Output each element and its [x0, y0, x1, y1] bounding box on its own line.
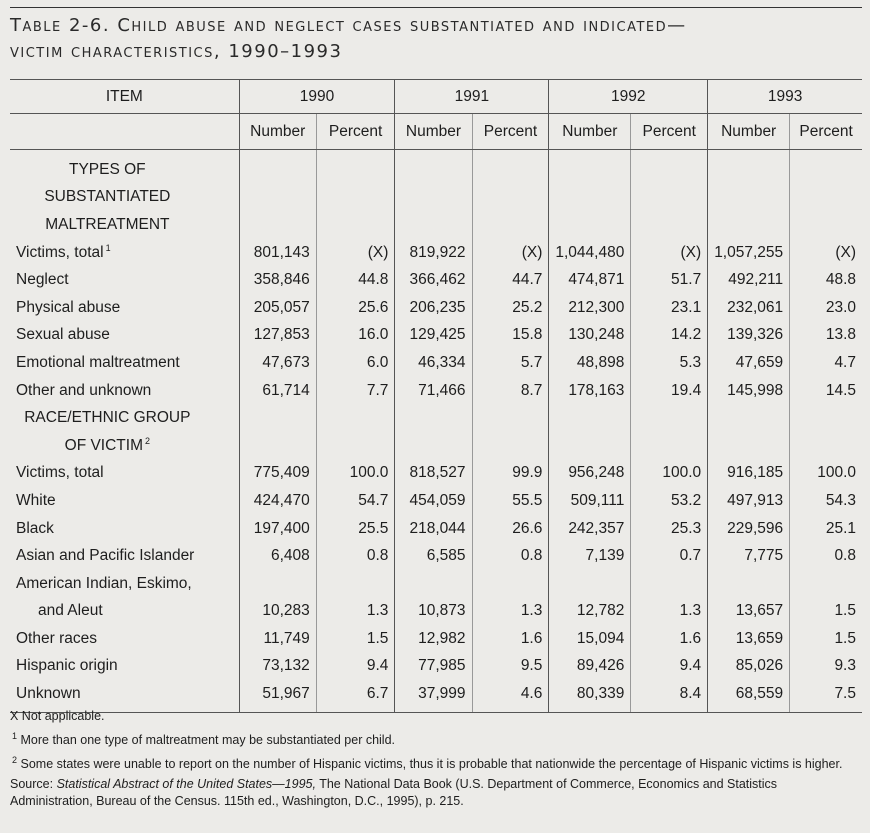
cell-percent: 1.6: [631, 625, 708, 653]
cell-number: 7,139: [549, 542, 631, 570]
cell-percent: 4.7: [790, 349, 862, 377]
row-label: [10, 460, 239, 488]
header-row-sub: [10, 114, 862, 150]
row-label-text: Sexual abuse: [16, 326, 110, 344]
top-rule: [10, 7, 862, 8]
cell-percent: [631, 404, 708, 432]
cell-number: [708, 404, 790, 432]
cell-number: 206,235: [395, 294, 472, 322]
cell-percent: [472, 211, 549, 239]
cell-percent: 99.9: [472, 460, 549, 488]
cell-number: 509,111: [549, 487, 631, 515]
cell-percent: 14.2: [631, 322, 708, 350]
cell-number: 916,185: [708, 460, 790, 488]
cell-percent: [316, 150, 395, 184]
cell-number: [549, 570, 631, 598]
cell-number: 47,659: [708, 349, 790, 377]
row-label: [10, 377, 239, 405]
cell-number: 77,985: [395, 653, 472, 681]
cell-percent: [472, 432, 549, 460]
row-label-text: White: [16, 491, 56, 509]
cell-percent: 4.6: [472, 680, 549, 712]
cell-number: 12,982: [395, 625, 472, 653]
header-year: 1991: [395, 80, 549, 114]
note-2-text: Some states were unable to report on the number of Hispanic victims, thus it is probable that nationwide the percentage of Hispanic victims is higher.: [20, 757, 843, 772]
cell-percent: 23.1: [631, 294, 708, 322]
cell-percent: [316, 211, 395, 239]
table-row: [10, 515, 862, 543]
cell-number: [708, 211, 790, 239]
cell-number: [239, 150, 316, 184]
cell-percent: 1.3: [631, 598, 708, 626]
table-row: [10, 598, 862, 626]
cell-percent: 16.0: [316, 322, 395, 350]
cell-percent: 6.0: [316, 349, 395, 377]
table-row: [10, 432, 862, 460]
cell-number: [549, 184, 631, 212]
cell-number: 145,998: [708, 377, 790, 405]
cell-number: 819,922: [395, 239, 472, 267]
row-label: [10, 570, 239, 598]
cell-percent: 53.2: [631, 487, 708, 515]
cell-number: 232,061: [708, 294, 790, 322]
row-label-text: SUBSTANTIATED: [44, 188, 171, 206]
cell-percent: 8.7: [472, 377, 549, 405]
note-2-marker: 2: [12, 755, 18, 766]
row-label-text: RACE/ETHNIC GROUP: [24, 409, 191, 427]
cell-number: 46,334: [395, 349, 472, 377]
cell-number: 242,357: [549, 515, 631, 543]
cell-number: [239, 570, 316, 598]
data-table: [10, 79, 862, 713]
cell-percent: (X): [472, 239, 549, 267]
cell-percent: 0.8: [790, 542, 862, 570]
cell-number: [239, 432, 316, 460]
cell-number: 424,470: [239, 487, 316, 515]
cell-percent: (X): [790, 239, 862, 267]
header-year: 1992: [549, 80, 708, 114]
header-number: Number: [549, 114, 631, 150]
row-label: [10, 625, 239, 653]
table-row: [10, 211, 862, 239]
cell-number: 6,585: [395, 542, 472, 570]
table-row: [10, 150, 862, 184]
cell-number: [708, 432, 790, 460]
source-title: Statistical Abstract of the United States—1995,: [56, 777, 316, 792]
row-label: [10, 542, 239, 570]
row-label: [10, 487, 239, 515]
cell-percent: [472, 404, 549, 432]
cell-number: [549, 150, 631, 184]
header-number: Number: [239, 114, 316, 150]
table-row: [10, 625, 862, 653]
cell-number: 11,749: [239, 625, 316, 653]
cell-number: 13,659: [708, 625, 790, 653]
note-1-marker: 1: [12, 731, 18, 741]
row-label: [10, 653, 239, 681]
cell-number: 47,673: [239, 349, 316, 377]
cell-number: 218,044: [395, 515, 472, 543]
cell-percent: 5.3: [631, 349, 708, 377]
table-row: [10, 460, 862, 488]
cell-percent: 9.5: [472, 653, 549, 681]
cell-number: [549, 211, 631, 239]
header-item: ITEM: [10, 80, 239, 114]
cell-number: 1,057,255: [708, 239, 790, 267]
header-year: 1990: [239, 80, 395, 114]
cell-number: [708, 150, 790, 184]
header-percent: Percent: [631, 114, 708, 150]
cell-number: 10,283: [239, 598, 316, 626]
cell-number: 6,408: [239, 542, 316, 570]
table-row: [10, 377, 862, 405]
table-title-line-2: victim characteristics, 1990–1993: [10, 41, 343, 62]
cell-percent: (X): [631, 239, 708, 267]
cell-number: 366,462: [395, 266, 472, 294]
cell-number: [395, 404, 472, 432]
header-percent: Percent: [472, 114, 549, 150]
cell-percent: 44.8: [316, 266, 395, 294]
cell-number: 818,527: [395, 460, 472, 488]
cell-percent: [790, 184, 862, 212]
cell-number: 212,300: [549, 294, 631, 322]
header-row-years: [10, 80, 862, 114]
table-row: [10, 487, 862, 515]
cell-percent: [790, 150, 862, 184]
table-row: [10, 542, 862, 570]
cell-percent: [790, 570, 862, 598]
cell-percent: 25.3: [631, 515, 708, 543]
table-row: [10, 404, 862, 432]
cell-number: [708, 184, 790, 212]
section-label: [10, 150, 239, 184]
cell-percent: 13.8: [790, 322, 862, 350]
row-label-text: and Aleut: [38, 602, 103, 620]
cell-percent: [316, 404, 395, 432]
cell-percent: [790, 432, 862, 460]
row-label-text: Other and unknown: [16, 381, 152, 399]
row-label: [10, 266, 239, 294]
cell-percent: 0.7: [631, 542, 708, 570]
cell-percent: 5.7: [472, 349, 549, 377]
cell-percent: [472, 184, 549, 212]
cell-number: 474,871: [549, 266, 631, 294]
table-body: [10, 150, 862, 713]
row-label-text: Unknown: [16, 685, 81, 703]
row-label-text: Black: [16, 519, 54, 537]
cell-number: 73,132: [239, 653, 316, 681]
row-label-text: Other races: [16, 629, 97, 647]
cell-percent: 6.7: [316, 680, 395, 712]
row-label: [10, 349, 239, 377]
table-row: [10, 322, 862, 350]
row-label-text: Neglect: [16, 271, 69, 289]
cell-number: 12,782: [549, 598, 631, 626]
cell-percent: 55.5: [472, 487, 549, 515]
row-label-text: Hispanic origin: [16, 657, 118, 675]
cell-percent: 8.4: [631, 680, 708, 712]
cell-percent: [790, 211, 862, 239]
cell-number: 497,913: [708, 487, 790, 515]
cell-percent: 100.0: [316, 460, 395, 488]
cell-number: 775,409: [239, 460, 316, 488]
header-number: Number: [395, 114, 472, 150]
cell-percent: 25.5: [316, 515, 395, 543]
table-title-line-1: Table 2-6. Child abuse and neglect cases substantiated and indicated—: [10, 15, 687, 36]
cell-number: 358,846: [239, 266, 316, 294]
source-note: [10, 776, 862, 810]
cell-number: 68,559: [708, 680, 790, 712]
cell-number: [395, 150, 472, 184]
row-label-text: American Indian, Eskimo,: [16, 574, 192, 592]
cell-percent: 100.0: [790, 460, 862, 488]
cell-number: 71,466: [395, 377, 472, 405]
source-prefix: Source:: [10, 777, 57, 792]
cell-percent: [631, 570, 708, 598]
cell-number: 48,898: [549, 349, 631, 377]
cell-percent: 25.1: [790, 515, 862, 543]
cell-percent: 44.7: [472, 266, 549, 294]
cell-number: [395, 184, 472, 212]
cell-number: [239, 211, 316, 239]
cell-number: 89,426: [549, 653, 631, 681]
header-percent: Percent: [790, 114, 862, 150]
cell-number: [549, 404, 631, 432]
row-label-text: TYPES OF: [69, 160, 146, 178]
cell-percent: [316, 432, 395, 460]
cell-number: [239, 184, 316, 212]
cell-number: 139,326: [708, 322, 790, 350]
cell-number: 15,094: [549, 625, 631, 653]
cell-number: 7,775: [708, 542, 790, 570]
cell-percent: [472, 570, 549, 598]
cell-number: [708, 570, 790, 598]
cell-percent: 7.5: [790, 680, 862, 712]
table-title: [10, 13, 687, 65]
header-percent: Percent: [316, 114, 395, 150]
row-label-text: Emotional maltreatment: [16, 353, 180, 371]
table-row: [10, 184, 862, 212]
cell-number: [395, 211, 472, 239]
cell-percent: 54.7: [316, 487, 395, 515]
note-not-applicable: X Not applicable.: [10, 709, 105, 723]
cell-percent: 54.3: [790, 487, 862, 515]
row-label-text: MALTREATMENT: [45, 215, 170, 233]
cell-percent: [631, 432, 708, 460]
cell-number: 956,248: [549, 460, 631, 488]
cell-percent: 19.4: [631, 377, 708, 405]
cell-number: 205,057: [239, 294, 316, 322]
footnotes: [10, 708, 862, 813]
cell-number: 61,714: [239, 377, 316, 405]
cell-number: 801,143: [239, 239, 316, 267]
section-label: [10, 404, 239, 432]
cell-number: [239, 404, 316, 432]
cell-percent: 26.6: [472, 515, 549, 543]
row-label: [10, 598, 239, 626]
note-1: [10, 728, 862, 749]
cell-percent: 1.5: [790, 625, 862, 653]
cell-percent: 0.8: [472, 542, 549, 570]
cell-number: 492,211: [708, 266, 790, 294]
footnote-marker: 2: [145, 436, 151, 447]
cell-percent: [472, 150, 549, 184]
cell-number: 1,044,480: [549, 239, 631, 267]
header-number: Number: [708, 114, 790, 150]
cell-number: [395, 432, 472, 460]
table-row: [10, 294, 862, 322]
cell-percent: 100.0: [631, 460, 708, 488]
table-row: [10, 239, 862, 267]
section-label: [10, 184, 239, 212]
table-row: [10, 349, 862, 377]
cell-number: 130,248: [549, 322, 631, 350]
cell-percent: 0.8: [316, 542, 395, 570]
header-year: 1993: [708, 80, 862, 114]
cell-percent: 25.2: [472, 294, 549, 322]
cell-percent: 7.7: [316, 377, 395, 405]
row-label-text: OF VICTIM: [64, 437, 143, 455]
cell-percent: 1.6: [472, 625, 549, 653]
table-row: [10, 266, 862, 294]
cell-percent: [316, 184, 395, 212]
cell-number: [549, 432, 631, 460]
cell-number: 229,596: [708, 515, 790, 543]
row-label: [10, 322, 239, 350]
row-label-text: Victims, total: [16, 244, 104, 262]
cell-number: 454,059: [395, 487, 472, 515]
cell-percent: 1.3: [316, 598, 395, 626]
cell-percent: 15.8: [472, 322, 549, 350]
table-row: [10, 653, 862, 681]
header-blank: [10, 114, 239, 150]
row-label-text: Physical abuse: [16, 298, 121, 316]
table-row: [10, 570, 862, 598]
cell-percent: 1.5: [316, 625, 395, 653]
cell-percent: 25.6: [316, 294, 395, 322]
cell-percent: [316, 570, 395, 598]
cell-number: 127,853: [239, 322, 316, 350]
cell-percent: 1.3: [472, 598, 549, 626]
cell-percent: [631, 211, 708, 239]
cell-percent: 9.3: [790, 653, 862, 681]
cell-percent: (X): [316, 239, 395, 267]
row-label: [10, 515, 239, 543]
row-label-text: Victims, total: [16, 464, 104, 482]
cell-percent: 23.0: [790, 294, 862, 322]
cell-number: 13,657: [708, 598, 790, 626]
cell-percent: 48.8: [790, 266, 862, 294]
row-label-text: Asian and Pacific Islander: [16, 547, 195, 565]
cell-percent: 9.4: [316, 653, 395, 681]
cell-number: 51,967: [239, 680, 316, 712]
cell-percent: 1.5: [790, 598, 862, 626]
section-label: [10, 432, 239, 460]
cell-number: 80,339: [549, 680, 631, 712]
row-label: [10, 294, 239, 322]
cell-number: 129,425: [395, 322, 472, 350]
cell-number: 197,400: [239, 515, 316, 543]
section-label: [10, 211, 239, 239]
source-rest: The National Data Book (U.S. Department of Commerce, Economics and Statistics Administration, Bureau of the Census. 115th ed., Washington, D.C., 1995), p. 215.: [10, 777, 778, 809]
note-2: [10, 752, 862, 773]
cell-percent: [631, 184, 708, 212]
cell-number: 178,163: [549, 377, 631, 405]
note-1-text: More than one type of maltreatment may be substantiated per child.: [20, 733, 396, 748]
row-label: [10, 239, 239, 267]
cell-percent: 9.4: [631, 653, 708, 681]
footnote-marker: 1: [105, 243, 111, 253]
cell-number: 37,999: [395, 680, 472, 712]
cell-number: 10,873: [395, 598, 472, 626]
cell-percent: 51.7: [631, 266, 708, 294]
cell-percent: [790, 404, 862, 432]
cell-percent: 14.5: [790, 377, 862, 405]
cell-number: 85,026: [708, 653, 790, 681]
cell-number: [395, 570, 472, 598]
cell-percent: [631, 150, 708, 184]
